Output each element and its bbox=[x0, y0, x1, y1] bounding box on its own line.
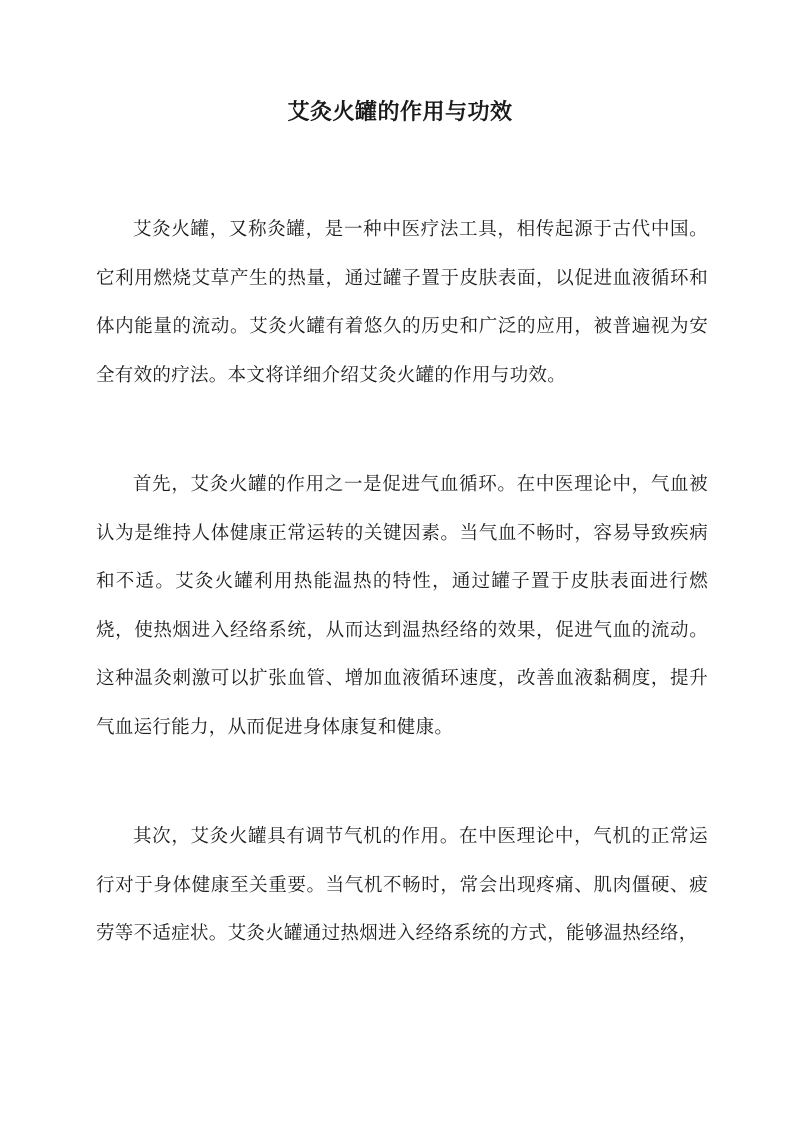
paragraph-qi-regulation: 其次，艾灸火罐具有调节气机的作用。在中医理论中，气机的正常运行对于身体健康至关重要。当气机不畅时，常会出现疼痛、肌肉僵硬、疲劳等不适症状。艾灸火罐通过热烟进入经络系统的方式，能够温热经络， bbox=[96, 826, 708, 944]
document-title: 艾灸火罐的作用与功效 bbox=[287, 99, 513, 125]
paragraph-blood-circulation: 首先，艾灸火罐的作用之一是促进气血循环。在中医理论中，气血被认为是维持人体健康正常运转的关键因素。当气血不畅时，容易导致疾病和不适。艾灸火罐利用热能温热的特性，通过罐子置于皮肤表面进行燃烧，使热烟进入经络系统，从而达到温热经络的效果，促进气血的流动。这种温灸刺激可以扩张血管、增加血液循环速度，改善血液黏稠度，提升气血运行能力，从而促进身体康复和健康。 bbox=[96, 474, 708, 738]
paragraph-intro: 艾灸火罐，又称灸罐，是一种中医疗法工具，相传起源于古代中国。它利用燃烧艾草产生的热量，通过罐子置于皮肤表面，以促进血液循环和体内能量的流动。艾灸火罐有着悠久的历史和广泛的应用，被普遍视为安全有效的疗法。本文将详细介绍艾灸火罐的作用与功效。 bbox=[96, 219, 708, 386]
